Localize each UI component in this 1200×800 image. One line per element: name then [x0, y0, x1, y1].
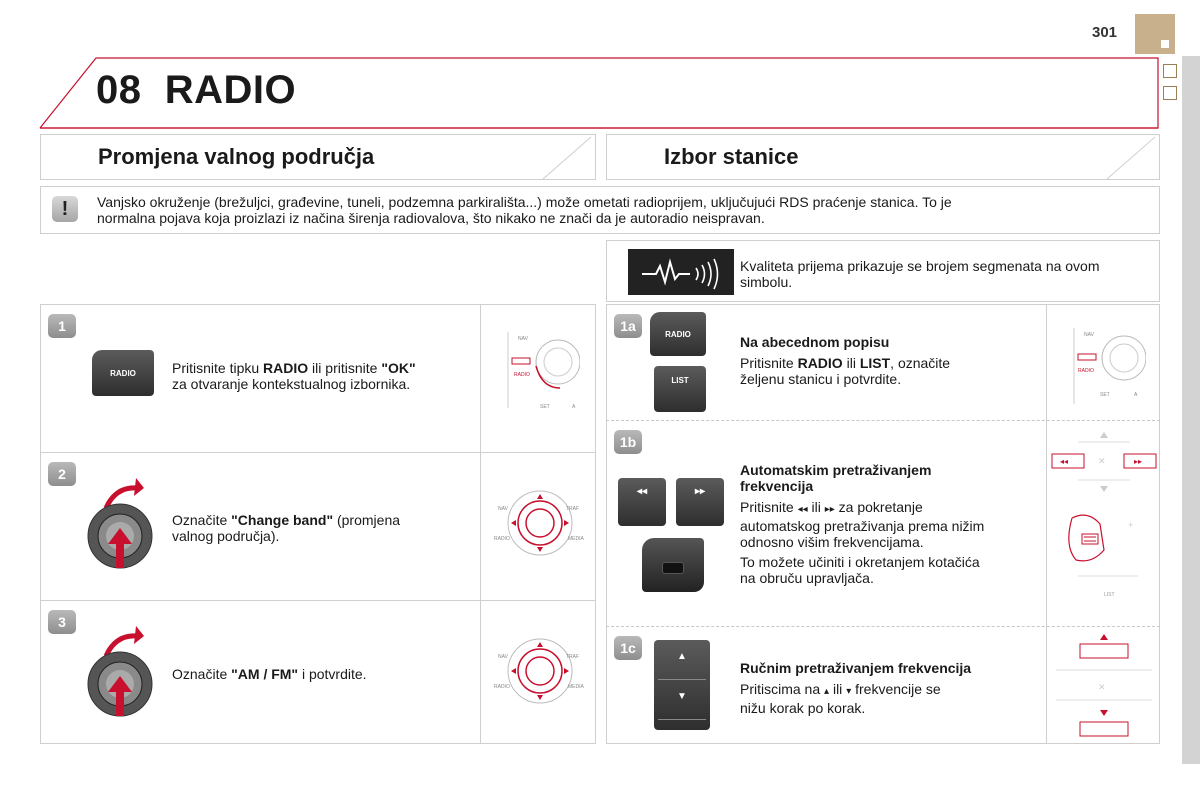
- step-badge: 2: [48, 462, 76, 486]
- navigation-wheel-diagram: [490, 478, 590, 568]
- steering-wheel-control-icon: [642, 538, 704, 592]
- svg-text:▸▸: ▸▸: [1134, 457, 1143, 466]
- svg-text:RADIO: RADIO: [494, 684, 510, 690]
- step-2-text: Označite "Change band" (promjena valnog područja).: [172, 512, 401, 544]
- control-panel-diagram: [1066, 324, 1146, 408]
- divider: [40, 600, 596, 601]
- divider: [480, 304, 481, 744]
- svg-text:LIST: LIST: [1104, 592, 1115, 598]
- svg-text:NAV: NAV: [498, 506, 508, 512]
- step-badge: 1a: [614, 314, 642, 338]
- svg-text:RADIO: RADIO: [494, 536, 510, 542]
- section-title-left: Promjena valnog područja: [98, 144, 375, 169]
- seek-back-button[interactable]: ◂◂: [618, 478, 666, 526]
- svg-text:NAV: NAV: [518, 336, 528, 342]
- signal-waveform-icon: [628, 249, 734, 295]
- rotary-knob-press-icon: [82, 622, 162, 726]
- svg-text:NAV: NAV: [1084, 332, 1094, 338]
- tune-up-button[interactable]: ▲: [658, 646, 706, 680]
- svg-text:NAV: NAV: [498, 654, 508, 660]
- step-1a-text: Na abecednom popisu Pritisnite RADIO ili LIST, označite željenu stanicu i potvrdite.: [740, 334, 951, 387]
- navigation-wheel-diagram: [490, 626, 590, 716]
- step-badge: 1: [48, 314, 76, 338]
- list-button[interactable]: LIST: [654, 366, 706, 412]
- step-badge: 1c: [614, 636, 642, 660]
- control-panel-diagram: [500, 328, 580, 412]
- svg-text:MEDIA: MEDIA: [568, 536, 584, 542]
- divider: [606, 626, 1160, 627]
- rotary-knob-press-icon: [82, 474, 162, 578]
- svg-text:MEDIA: MEDIA: [568, 684, 584, 690]
- step-1-text: Pritisnite tipku RADIO ili pritisnite "OK" za otvaranje kontekstualnog izbornika.: [172, 360, 416, 392]
- divider: [606, 420, 1160, 421]
- svg-text:A: A: [1134, 392, 1138, 398]
- step-1c-text: Ručnim pretraživanjem frekvencija Pritiscima na ▴ ili ▾ frekvencije se nižu korak po korak.: [740, 660, 972, 716]
- page-number: 301: [1092, 24, 1118, 41]
- step-3-text: Označite "AM / FM" i potvrdite.: [172, 666, 367, 682]
- section-title-right: Izbor stanice: [664, 144, 799, 169]
- reception-text: Kvaliteta prijema prikazuje se brojem segmenata na ovom simbolu.: [740, 258, 1100, 290]
- warning-text: Vanjsko okruženje (brežuljci, građevine, tuneli, podzemna parkirališta...) može ometati radioprijem, uključujući RDS praćenje stanica. To je normalna pojava koja proizlazi iz načina širenja radiovalova, što nikako ne znači da je autoradio neispravan.: [97, 194, 952, 226]
- seek-forward-button[interactable]: ▸▸: [676, 478, 724, 526]
- svg-text:A: A: [572, 404, 576, 410]
- svg-text:TRAF: TRAF: [566, 654, 580, 660]
- svg-text:✕: ✕: [1098, 682, 1106, 692]
- radio-button[interactable]: RADIO: [650, 312, 706, 356]
- step-badge: 3: [48, 610, 76, 634]
- radio-button[interactable]: RADIO: [92, 350, 154, 396]
- svg-text:◂◂: ◂◂: [1060, 457, 1069, 466]
- chapter-title: RADIO: [164, 68, 297, 112]
- svg-text:✕: ✕: [1098, 456, 1106, 466]
- page-title: [96, 68, 296, 113]
- chapter-number: 08: [96, 68, 142, 112]
- seek-controls-diagram: [1048, 426, 1160, 622]
- step-1b-text: Automatskim pretraživanjem frekvencija Pritisnite ◂◂ ili ▸▸ za pokretanje automatskog pretraživanja prema nižim odnosno višim frekvencijama. To možete učiniti i okretanjem kotačića na obruču upravljača.: [740, 462, 985, 586]
- tuning-controls-diagram: [1048, 630, 1160, 740]
- svg-text:+: +: [1128, 520, 1134, 530]
- tuning-buttons: [654, 640, 710, 730]
- page-edge-bar: [1182, 56, 1200, 764]
- divider: [1046, 304, 1047, 744]
- svg-text:SET: SET: [540, 404, 550, 410]
- svg-text:TRAF: TRAF: [566, 506, 580, 512]
- svg-text:SET: SET: [1100, 392, 1110, 398]
- tune-down-button[interactable]: ▼: [658, 686, 706, 720]
- exclamation-icon: !: [52, 196, 78, 222]
- svg-text:RADIO: RADIO: [514, 372, 530, 378]
- step-badge: 1b: [614, 430, 642, 454]
- divider: [40, 452, 596, 453]
- svg-text:RADIO: RADIO: [1078, 368, 1094, 374]
